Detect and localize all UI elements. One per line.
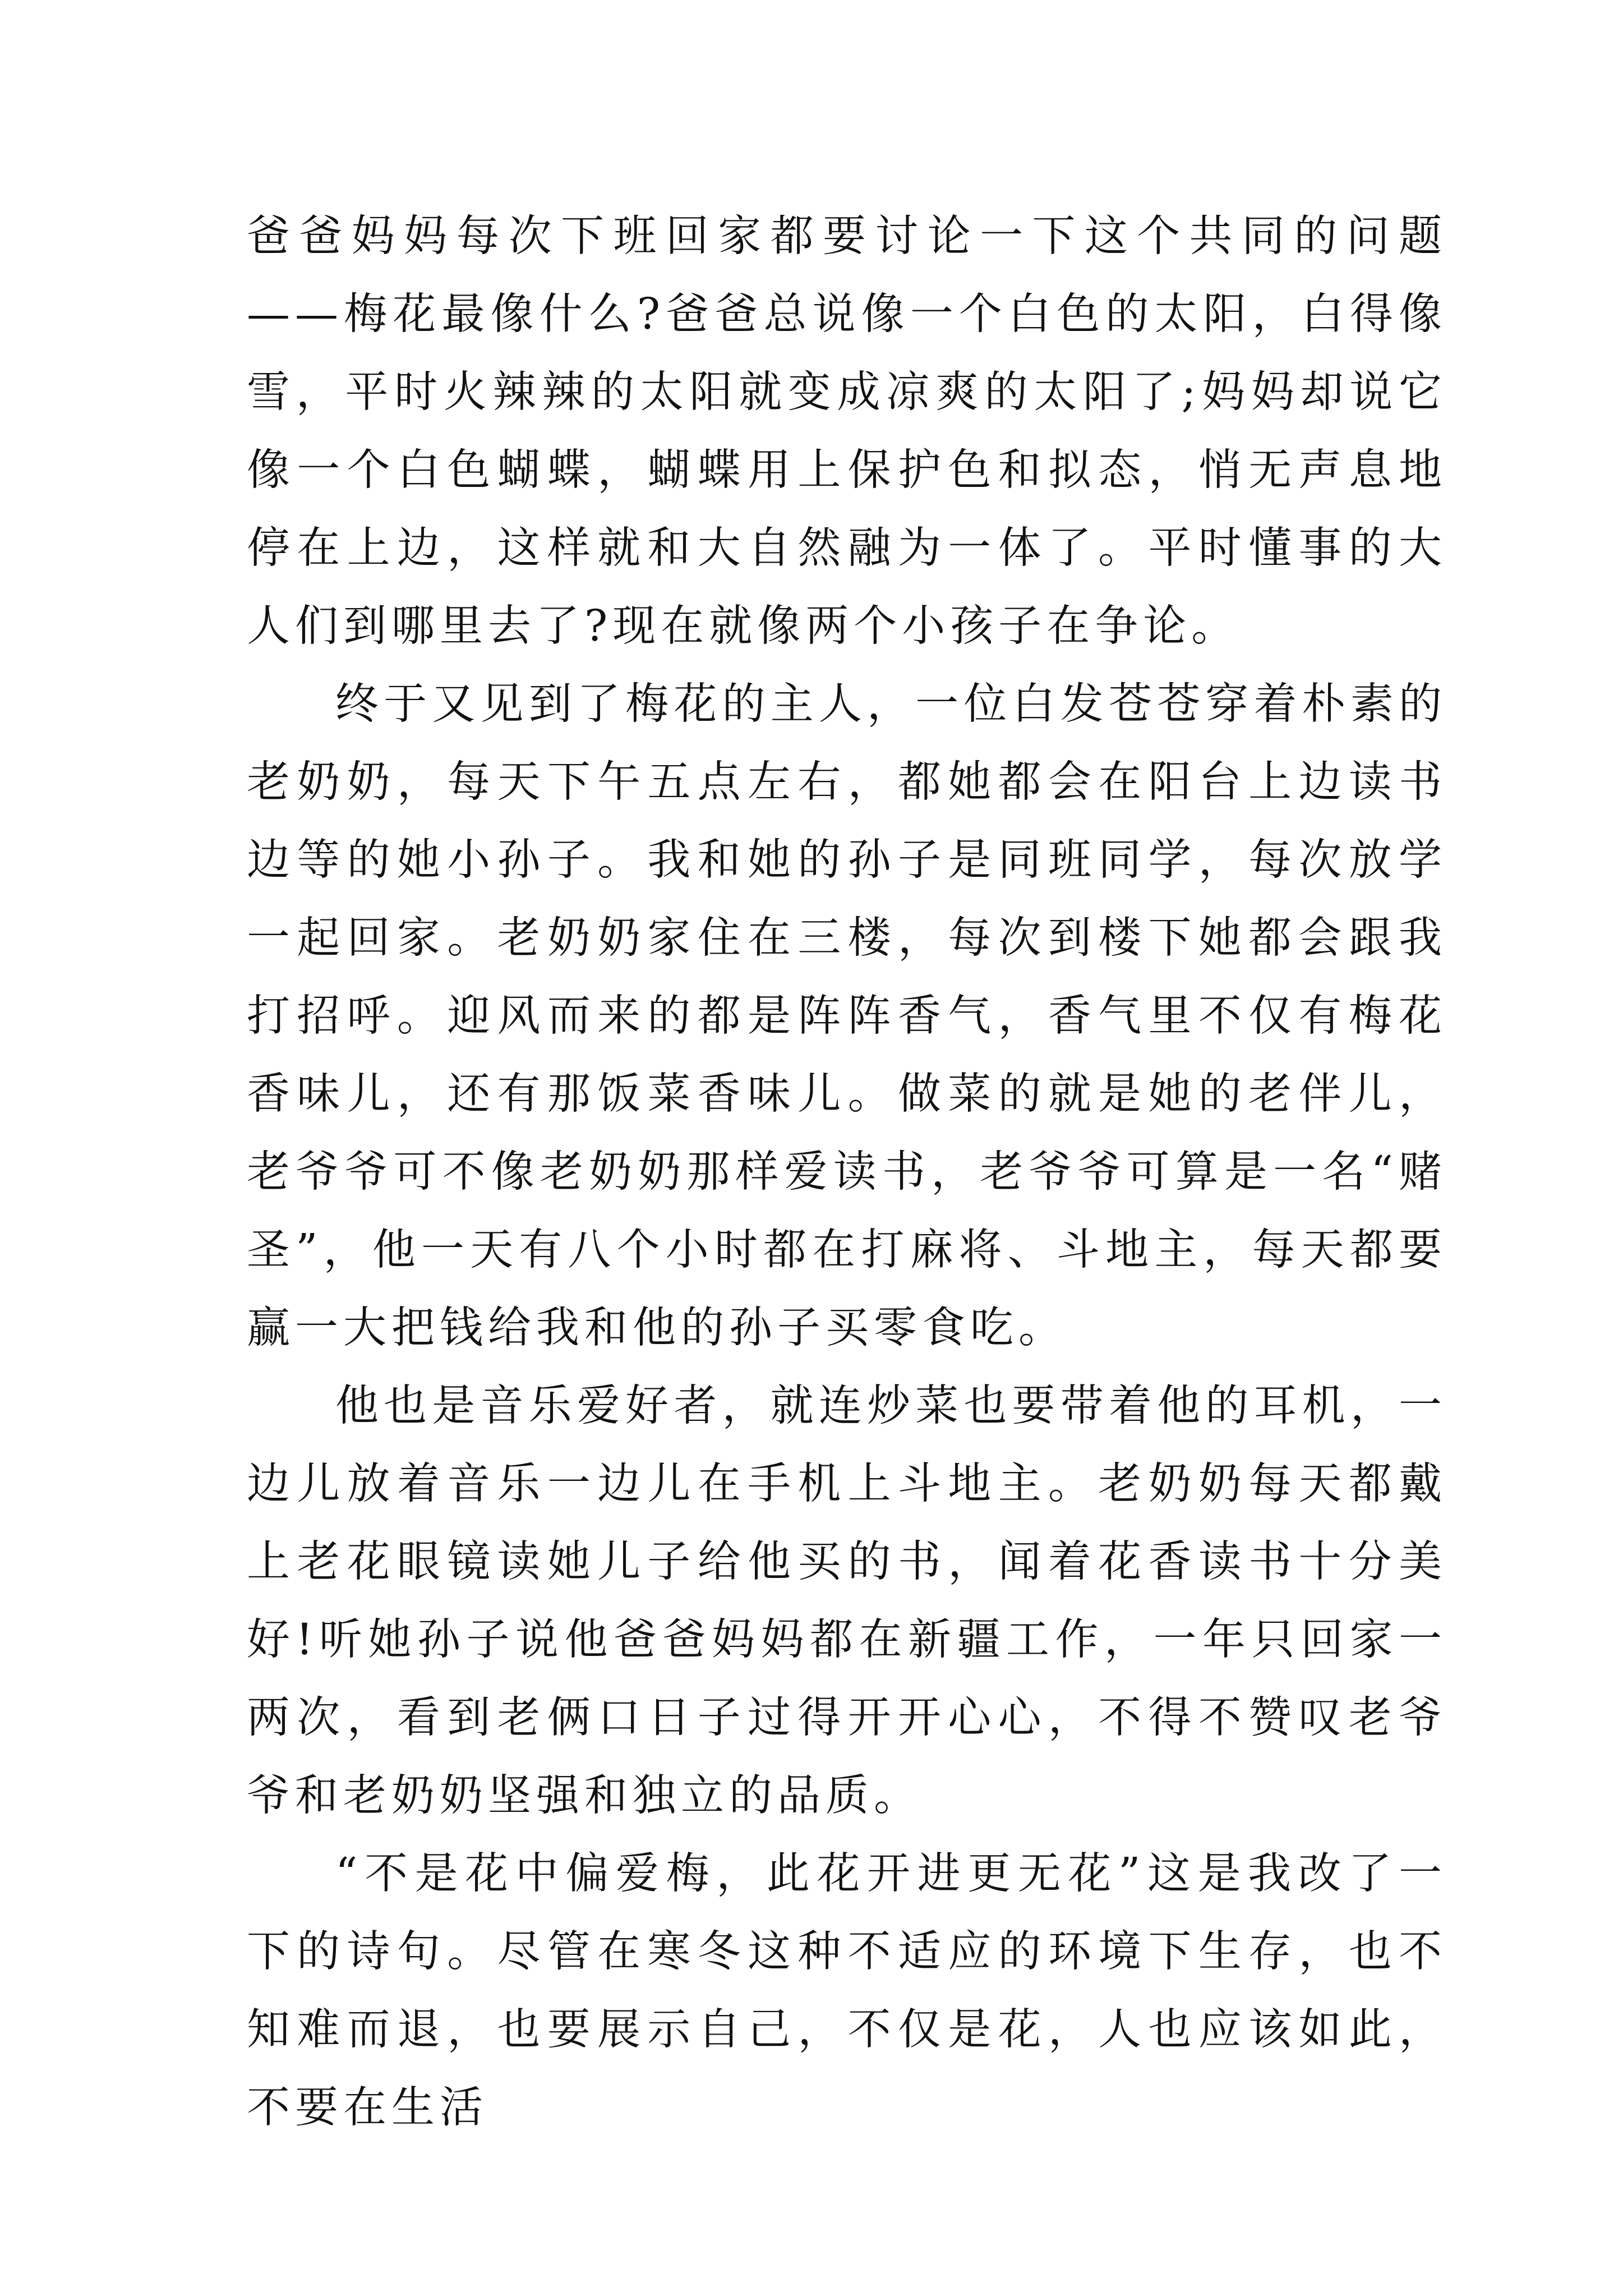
paragraph-3: 他也是音乐爱好者，就连炒菜也要带着他的耳机，一边儿放着音乐一边儿在手机上斗地主。老奶奶每天都戴上老花眼镜读她儿子给他买的书，闻着花香读书十分美好!听她孙子说他爸爸妈妈都在新疆工作，一年只回家一两次，看到老俩口日子过得开开心心，不得不赞叹老爷爷和老奶奶坚强和独立的品质。 bbox=[247, 1381, 1447, 1821]
paragraph-1: 爸爸妈妈每次下班回家都要讨论一下这个共同的问题——梅花最像什么?爸爸总说像一个白色的太阳，白得像雪，平时火辣辣的太阳就变成凉爽的太阳了;妈妈却说它像一个白色蝴蝶，蝴蝶用上保护色和拟态，悄无声息地停在上边，这样就和大自然融为一体了。平时懂事的大人们到哪里去了?现在就像两个小孩子在争论。 bbox=[247, 211, 1447, 651]
paragraph-2: 终于又见到了梅花的主人，一位白发苍苍穿着朴素的老奶奶，每天下午五点左右，都她都会在阳台上边读书边等的她小孙子。我和她的孙子是同班同学，每次放学一起回家。老奶奶家住在三楼，每次到楼下她都会跟我打招呼。迎风而来的都是阵阵香气，香气里不仅有梅花香味儿，还有那饭菜香味儿。做菜的就是她的老伴儿，老爷爷可不像老奶奶那样爱读书，老爷爷可算是一名“赌圣”，他一天有八个小时都在打麻将、斗地主，每天都要赢一大把钱给我和他的孙子买零食吃。 bbox=[247, 679, 1447, 1353]
body-text bbox=[247, 197, 1447, 2147]
paragraph-4: “不是花中偏爱梅，此花开进更无花”这是我改了一下的诗句。尽管在寒冬这种不适应的环境下生存，也不知难而退，也要展示自己，不仅是花，人也应该如此，不要在生活 bbox=[247, 1849, 1447, 2133]
